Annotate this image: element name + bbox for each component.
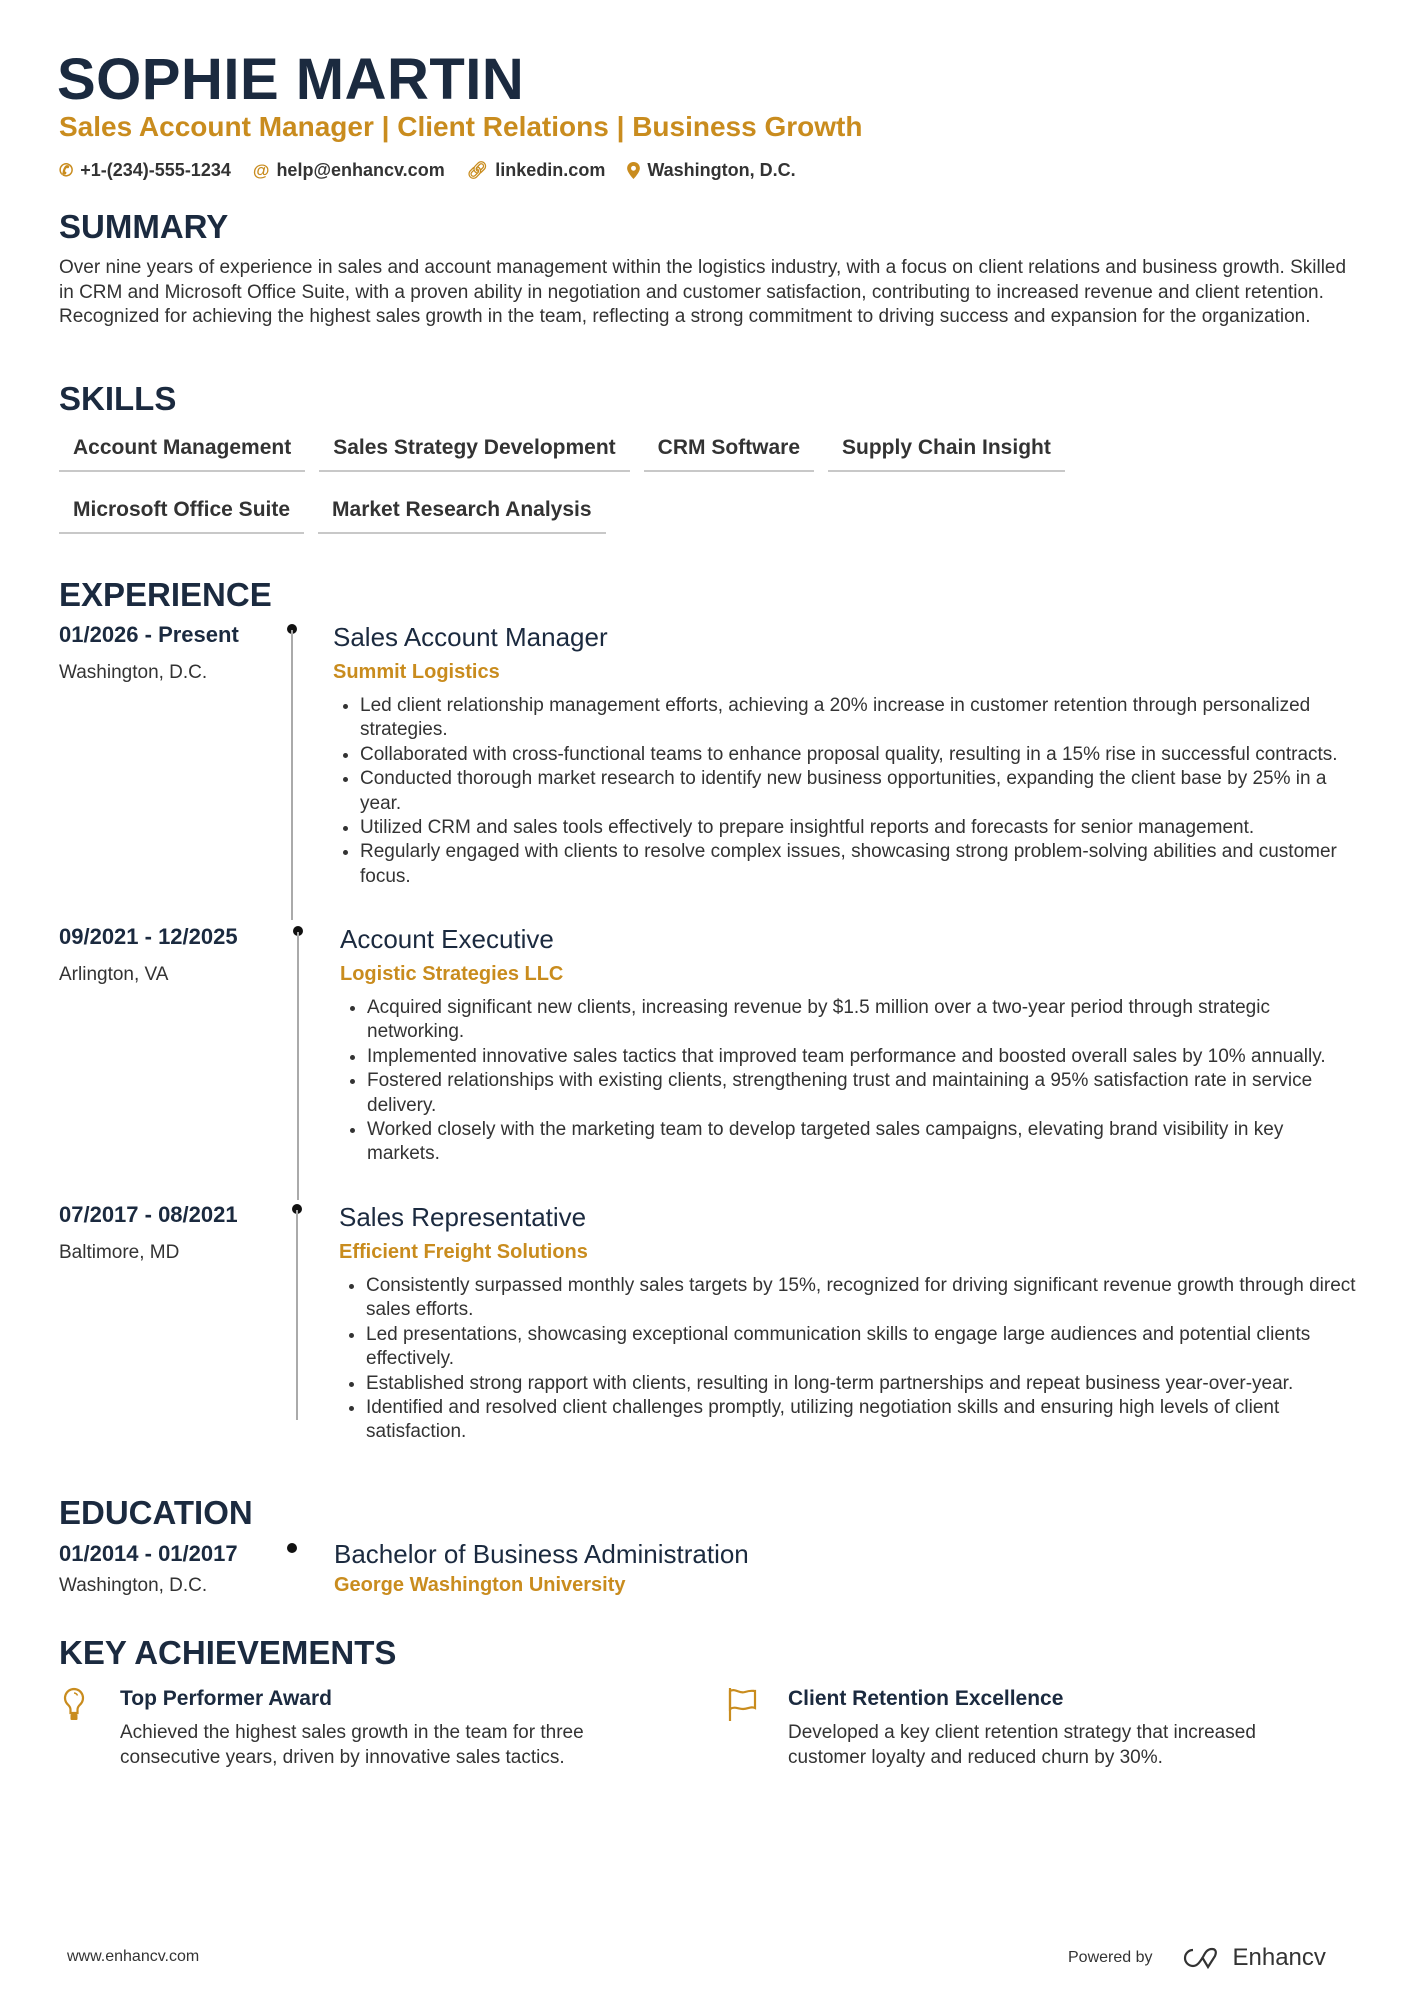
- entry-content: [333, 622, 1353, 889]
- achievement-desc: Achieved the highest sales growth in the team for three consecutive years, driven by innovative sales tactics.: [120, 1722, 584, 1768]
- bullet: • Fostered relationships with existing clients, strengthening trust and maintaining a 95% satisfaction rate in service delivery.: [367, 1069, 1360, 1118]
- bullet: • Identified and resolved client challenges promptly, utilizing negotiation skills and ensuring high levels of client satisfaction.: [366, 1396, 1359, 1445]
- entry-content: [339, 1202, 1359, 1445]
- company-name: Logistic Strategies LLC: [340, 963, 564, 985]
- phone-text: +1-(234)-555-1234: [80, 160, 231, 180]
- bullet-list: [340, 996, 1360, 1167]
- enhancv-logo-icon: [1179, 1946, 1225, 1970]
- entry-date: 01/2026 - Present: [59, 622, 239, 647]
- skill-tag: Microsoft Office Suite: [59, 492, 304, 534]
- job-title: Sales Representative: [339, 1202, 587, 1232]
- entry-location: Washington, D.C.: [59, 662, 208, 683]
- timeline-line: [297, 932, 299, 1200]
- job-title: Account Executive: [340, 924, 554, 954]
- skill-tag: Account Management: [59, 430, 305, 472]
- bullet: • Conducted thorough market research to identify new business opportunities, expanding the client base by 25% in a year.: [360, 767, 1353, 816]
- achievements-heading: KEY ACHIEVEMENTS: [59, 1634, 397, 1671]
- contact-email[interactable]: [253, 160, 445, 181]
- bullet: • Consistently surpassed monthly sales targets by 15%, recognized for driving significant revenue growth through direct sales efforts.: [366, 1274, 1359, 1323]
- flag-icon: [727, 1687, 757, 1723]
- enhancv-logo[interactable]: [1179, 1944, 1326, 1972]
- contact-bar: [59, 160, 796, 181]
- entry-content: [334, 1539, 1354, 1597]
- bullet: • Collaborated with cross-functional teams to enhance proposal quality, resulting in a 15% rise in successful contracts.: [360, 743, 1353, 767]
- entry-location: Arlington, VA: [59, 964, 169, 985]
- skill-tag: Sales Strategy Development: [319, 430, 629, 472]
- degree: Bachelor of Business Administration: [334, 1539, 749, 1569]
- entry-date: 01/2014 - 01/2017: [59, 1541, 238, 1566]
- entry-location: Baltimore, MD: [59, 1242, 180, 1263]
- location-text: Washington, D.C.: [647, 160, 796, 180]
- summary-text: Over nine years of experience in sales and account management within the logistics industry, with a focus on client relations and business growth. Skilled in CRM and Microsoft Office Suite, with a proven ability in negotiation and customer satisfaction, contributing to increased revenue and client retention. Recognized for achieving the highest sales growth in the team, reflecting a strong commitment to driving success and expansion for the organization.: [59, 257, 1347, 327]
- entry-date: 07/2017 - 08/2021: [59, 1202, 238, 1227]
- candidate-name: SOPHIE MARTIN: [57, 47, 525, 112]
- linkedin-text[interactable]: linkedin.com: [495, 160, 606, 180]
- skill-tag: Supply Chain Insight: [828, 430, 1065, 472]
- footer-branding: [1068, 1944, 1326, 1972]
- candidate-subtitle: Sales Account Manager | Client Relations | Business Growth: [59, 111, 863, 142]
- timeline-dot: [287, 1543, 297, 1553]
- bullet: • Utilized CRM and sales tools effectively to prepare insightful reports and forecasts for senior management.: [360, 816, 1353, 840]
- footer-website[interactable]: www.enhancv.com: [67, 1948, 200, 1965]
- experience-heading: EXPERIENCE: [59, 576, 272, 613]
- bullet: • Led presentations, showcasing exceptional communication skills to engage large audiences and potential clients effectively.: [366, 1323, 1359, 1372]
- bullet: • Implemented innovative sales tactics that improved team performance and boosted overall sales by 10% annually.: [367, 1045, 1360, 1069]
- entry-date: 09/2021 - 12/2025: [59, 924, 238, 949]
- contact-linkedin[interactable]: [467, 160, 606, 181]
- phone-icon: ✆: [59, 160, 74, 180]
- contact-phone: [59, 160, 231, 181]
- timeline-line: [296, 1210, 298, 1420]
- achievement-title: Client Retention Excellence: [788, 1687, 1064, 1710]
- bullet: • Led client relationship management efforts, achieving a 20% increase in customer retention through personalized strategies.: [360, 694, 1353, 743]
- bullet-list: [333, 694, 1353, 889]
- education-heading: EDUCATION: [59, 1494, 253, 1531]
- skill-tag: CRM Software: [644, 430, 814, 472]
- skill-tag: Market Research Analysis: [318, 492, 606, 534]
- entry-location: Washington, D.C.: [59, 1575, 208, 1596]
- company-name: Efficient Freight Solutions: [339, 1241, 588, 1263]
- entry-content: [340, 924, 1360, 1167]
- lightbulb-icon: [59, 1687, 89, 1723]
- skills-list: [59, 430, 1259, 534]
- bullet-list: [339, 1274, 1359, 1445]
- bullet: • Worked closely with the marketing team to develop targeted sales campaigns, elevating brand visibility in key markets.: [367, 1118, 1360, 1167]
- school-name: George Washington University: [334, 1574, 626, 1596]
- bullet: • Regularly engaged with clients to resolve complex issues, showcasing strong problem-solving abilities and customer focus.: [360, 840, 1353, 889]
- brand-name: Enhancv: [1232, 1944, 1326, 1971]
- timeline-line: [291, 630, 293, 920]
- powered-by-label: Powered by: [1068, 1949, 1153, 1966]
- contact-location: [627, 160, 795, 181]
- achievement-title: Top Performer Award: [120, 1687, 332, 1710]
- summary-heading: SUMMARY: [59, 208, 229, 245]
- bullet: • Established strong rapport with clients, resulting in long-term partnerships and repeat business year-over-year.: [366, 1372, 1359, 1396]
- skills-heading: SKILLS: [59, 380, 177, 417]
- email-text[interactable]: help@enhancv.com: [276, 160, 445, 180]
- at-icon: @: [252, 160, 270, 180]
- bullet: • Acquired significant new clients, increasing revenue by $1.5 million over a two-year period through strategic networking.: [367, 996, 1360, 1045]
- company-name: Summit Logistics: [333, 661, 500, 683]
- location-icon: [627, 162, 640, 179]
- achievement-desc: Developed a key client retention strategy that increased customer loyalty and reduced churn by 30%.: [788, 1722, 1256, 1768]
- job-title: Sales Account Manager: [333, 622, 608, 652]
- link-icon: 🔗︎: [466, 160, 489, 180]
